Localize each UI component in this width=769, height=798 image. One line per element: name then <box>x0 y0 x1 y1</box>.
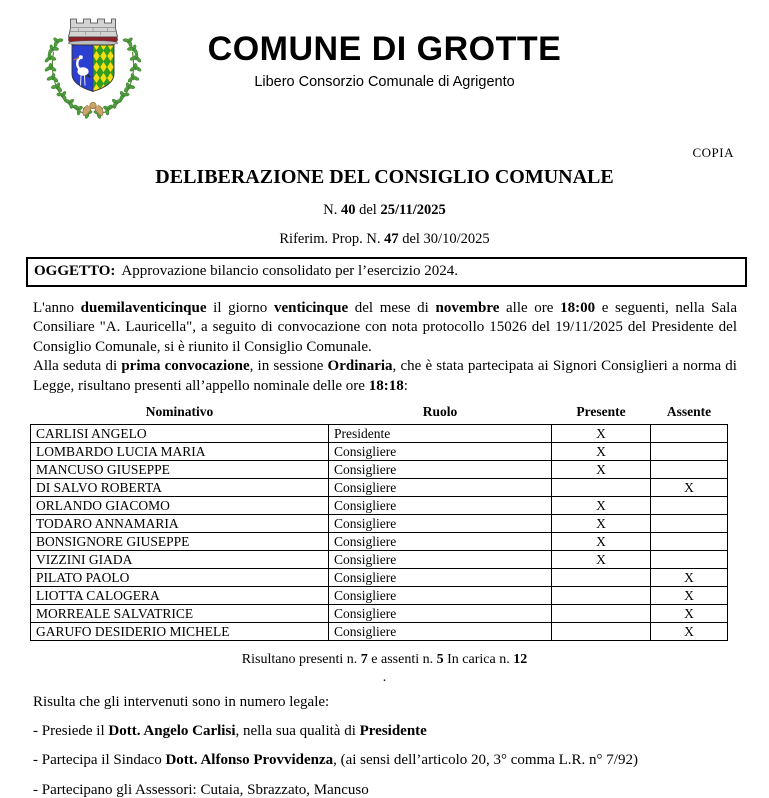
session-paragraph-1 <box>33 299 737 357</box>
present-mark-cell <box>552 569 651 587</box>
bold-text: Dott. Alfonso Provvidenza <box>165 752 334 769</box>
absent-mark-cell: X <box>651 479 728 497</box>
bold-text: 47 <box>384 231 399 247</box>
text: - Partecipano gli Assessori: Cutaia, Sbrazzato, Mancuso <box>33 781 369 798</box>
col-header-assente: Assente <box>666 404 712 420</box>
present-mark-cell <box>552 605 651 623</box>
role-cell: Consigliere <box>329 443 552 461</box>
present-mark-cell: X <box>552 425 651 443</box>
bold-text: Presidente <box>359 722 427 739</box>
text: , che è stata partecipata ai Signori Consiglieri a norma di Legge, risultano presenti all’appello nominale delle ore <box>33 358 737 394</box>
councillor-name-cell: CARLISI ANGELO <box>31 425 329 443</box>
present-mark-cell: X <box>552 533 651 551</box>
role-cell: Presidente <box>329 425 552 443</box>
text: N. <box>323 202 341 218</box>
text: del <box>355 202 381 218</box>
role-cell: Consigliere <box>329 623 552 641</box>
text: , in sessione <box>249 358 328 375</box>
participation-line <box>33 722 769 741</box>
subject-box <box>26 257 747 287</box>
text: In carica n. <box>443 652 514 668</box>
bold-text: 7 <box>360 652 368 668</box>
councillor-name-cell: MORREALE SALVATRICE <box>31 605 329 623</box>
role-cell: Consigliere <box>329 605 552 623</box>
deliberation-heading: DELIBERAZIONE DEL CONSIGLIO COMUNALE <box>155 166 614 188</box>
deliberation-reference-line <box>0 231 769 248</box>
councillor-name-cell: DI SALVO ROBERTA <box>31 479 329 497</box>
bold-text: novembre <box>435 300 500 316</box>
councillor-name-cell: PILATO PAOLO <box>31 569 329 587</box>
participation-line <box>33 751 769 770</box>
absent-mark-cell <box>651 497 728 515</box>
bold-text: Ordinaria <box>327 358 393 375</box>
text: - Partecipa il Sindaco <box>33 752 166 769</box>
role-cell: Consigliere <box>329 551 552 569</box>
absent-mark-cell <box>651 551 728 569</box>
deliberation-number-line <box>0 202 769 219</box>
attendance-row <box>31 515 728 533</box>
councillor-name-cell: ORLANDO GIACOMO <box>31 497 329 515</box>
councillor-name-cell: TODARO ANNAMARIA <box>31 515 329 533</box>
participation-lines <box>0 722 769 798</box>
coat-of-arms <box>40 12 146 122</box>
bold-text: 40 <box>341 202 356 218</box>
attendance-row <box>31 479 728 497</box>
absent-mark-cell: X <box>651 623 728 641</box>
attendance-row <box>31 443 728 461</box>
bold-text: duemilaventicinque <box>80 300 207 316</box>
bold-text: 5 <box>436 652 444 668</box>
copy-label: COPIA <box>692 145 734 160</box>
role-cell: Consigliere <box>329 461 552 479</box>
text: L'anno <box>33 300 81 316</box>
participation-line <box>33 781 769 798</box>
present-mark-cell <box>552 623 651 641</box>
attendance-row <box>31 461 728 479</box>
bold-text: prima convocazione <box>121 358 250 375</box>
text: Alla seduta di <box>33 358 122 375</box>
text: del mese di <box>348 300 436 316</box>
text: alle ore <box>499 300 561 316</box>
text: - Presiede il <box>33 722 109 739</box>
text: , nella sua qualità di <box>235 722 360 739</box>
role-cell: Consigliere <box>329 569 552 587</box>
attendance-summary-line <box>0 652 769 668</box>
attendance-table-header <box>31 403 728 425</box>
councillor-name-cell: BONSIGNORE GIUSEPPE <box>31 533 329 551</box>
role-cell: Consigliere <box>329 587 552 605</box>
text: e seguenti, nella Sala Consiliare "A. Lauricella", a seguito di convocazione con nota protocollo 15026 del 19/11/2025 del Presidente del Consiglio Comunale, si è riunito il Consiglio Comunale. <box>33 300 738 355</box>
councillor-name-cell: GARUFO DESIDERIO MICHELE <box>31 623 329 641</box>
role-cell: Consigliere <box>329 479 552 497</box>
bold-text: venticinque <box>273 300 349 316</box>
present-mark-cell: X <box>552 515 651 533</box>
col-header-ruolo: Ruolo <box>422 404 458 420</box>
absent-mark-cell: X <box>651 569 728 587</box>
text: il giorno <box>206 300 274 316</box>
subject-text: Approvazione bilancio consolidato per l’esercizio 2024. <box>121 263 458 279</box>
role-cell: Consigliere <box>329 533 552 551</box>
bold-text: 18:00 <box>560 300 596 316</box>
subject-label: OGGETTO: <box>34 263 116 279</box>
bold-text: 25/11/2025 <box>380 202 446 218</box>
councillor-name-cell: LOMBARDO LUCIA MARIA <box>31 443 329 461</box>
councillor-name-cell: VIZZINI GIADA <box>31 551 329 569</box>
attendance-row <box>31 551 728 569</box>
attendance-row <box>31 533 728 551</box>
present-mark-cell <box>552 587 651 605</box>
municipality-title: COMUNE DI GROTTE <box>207 30 562 68</box>
attendance-row <box>31 605 728 623</box>
attendance-table <box>30 403 728 641</box>
present-mark-cell: X <box>552 443 651 461</box>
session-paragraph-2 <box>33 357 737 396</box>
col-header-presente: Presente <box>576 404 626 420</box>
text: del 30/10/2025 <box>398 231 490 247</box>
bold-text: 12 <box>513 652 528 668</box>
absent-mark-cell <box>651 515 728 533</box>
role-cell: Consigliere <box>329 497 552 515</box>
present-mark-cell: X <box>552 497 651 515</box>
attendance-row <box>31 425 728 443</box>
absent-mark-cell <box>651 461 728 479</box>
councillor-name-cell: LIOTTA CALOGERA <box>31 587 329 605</box>
absent-mark-cell <box>651 533 728 551</box>
absent-mark-cell: X <box>651 605 728 623</box>
text: Risultano presenti n. <box>241 652 361 668</box>
absent-mark-cell <box>651 443 728 461</box>
text: e assenti n. <box>367 652 437 668</box>
text: Riferim. Prop. N. <box>279 231 385 247</box>
coat-of-arms-icon <box>40 12 146 122</box>
stray-dot: . <box>382 670 387 686</box>
document-header <box>0 0 769 128</box>
present-mark-cell <box>552 479 651 497</box>
role-cell: Consigliere <box>329 515 552 533</box>
attendance-row <box>31 497 728 515</box>
absent-mark-cell <box>651 425 728 443</box>
col-header-nominativo: Nominativo <box>145 404 214 420</box>
text: : <box>403 377 408 394</box>
text: , (ai sensi dell’articolo 20, 3° comma L.R. n° 7/92) <box>333 752 638 769</box>
councillor-name-cell: MANCUSO GIUSEPPE <box>31 461 329 479</box>
bold-text: Dott. Angelo Carlisi <box>108 722 236 739</box>
absent-mark-cell: X <box>651 587 728 605</box>
attendance-row <box>31 623 728 641</box>
municipality-subtitle: Libero Consorzio Comunale di Agrigento <box>254 74 515 90</box>
attendance-row <box>31 569 728 587</box>
bold-text: 18:18 <box>368 377 404 394</box>
attendance-table-body <box>31 425 728 641</box>
present-mark-cell: X <box>552 551 651 569</box>
attendance-row <box>31 587 728 605</box>
legal-quorum-line: Risulta che gli intervenuti sono in numero legale: <box>33 694 330 711</box>
present-mark-cell: X <box>552 461 651 479</box>
